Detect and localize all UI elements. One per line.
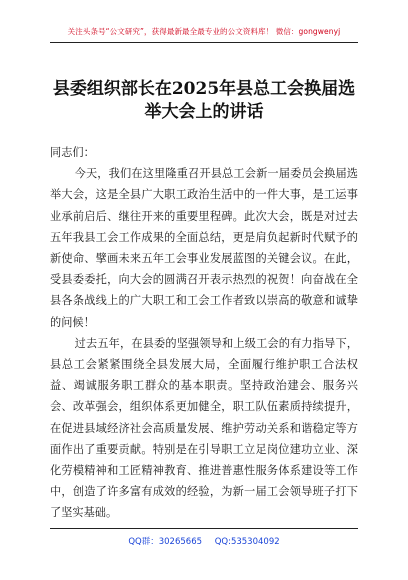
- title-line-1: 县委组织部长在2025年县总工会换届选: [52, 79, 356, 99]
- footer-divider: [50, 528, 358, 529]
- title-line-2: 举大会上的讲话: [144, 102, 264, 122]
- header-divider: [50, 42, 358, 43]
- salutation: 同志们：: [50, 146, 95, 159]
- footer-contact: [0, 535, 408, 547]
- footer-qq-group: QQ群：30265665: [128, 537, 203, 547]
- footer-qq: QQ:535304092: [214, 537, 280, 547]
- document-title: [50, 78, 358, 124]
- body-paragraph-1: 今天，我们在这里隆重召开县总工会新一届委员会换届选举大会，这是全县广大职工政治生活中的一件大事，是工运事业承前启后、继往开来的重要里程碑。此次大会，既是对过去五年我县工会工作成果的全面总结，更是肩负起新时代赋予的新使命、擘画未来五年工会事业发展蓝图的关键会议。在此，受县委委托，向大会的圆满召开表示热烈的祝贺！向奋战在全县各条战线上的广大职工和工会工作者致以崇高的敬意和诚挚的问候！: [50, 167, 358, 329]
- body-paragraph-2: 过去五年，在县委的坚强领导和上级工会的有力指导下，县总工会紧紧围绕全县发展大局，全面履行维护职工合法权益、竭诚服务职工群众的基本职责。坚持政治建会、服务兴会、改革强会，组织体系更加健全，职工队伍素质持续提升，在促进县域经济社会高质量发展、维护劳动关系和谐稳定等方面作出了重要贡献。特别是在引导职工立足岗位建功立业、深化劳模精神和工匠精神教育、推进普惠性服务体系建设等工作中，创造了许多富有成效的经验，为新一届工会领导班子打下了坚实基础。: [50, 336, 358, 520]
- header-promo-note: 关注头条号“公文研究”，获得最新最全最专业的公文资料库！ 微信：gongwenyj: [67, 27, 341, 36]
- document-body: [50, 142, 358, 524]
